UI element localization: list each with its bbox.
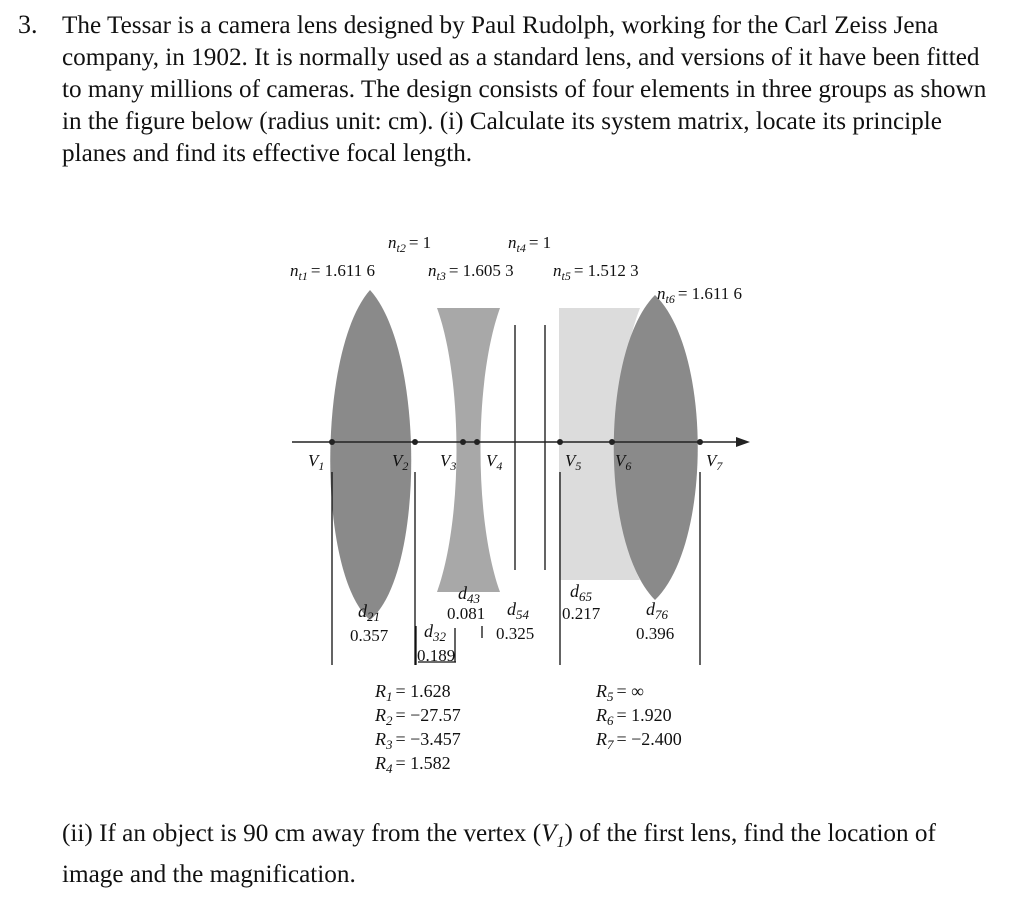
radius-r7: $R_7 = -2.400$ [596,729,682,752]
vertex-dot-7 [697,439,703,445]
part2-prefix: (ii) If an object is 90 cm away from the vertex ( [62,820,542,847]
radius-r6: $R_6 = 1.920$ [596,705,672,728]
vertex-dot-2 [412,439,418,445]
lens-element-2 [437,308,503,592]
d65-value: 0.217 [562,604,601,623]
vertex-dot-6 [609,439,615,445]
question-number: 3. [18,10,38,39]
vertex-dot-4 [474,439,480,445]
refractive-index-labels [290,233,742,306]
d21-symbol: $d_{21}$ [358,601,380,624]
d65-symbol: $d_{65}$ [570,581,592,604]
part2-suffix: ) of the first lens, find the location of image and the magnification. [62,820,936,889]
part2-vertex: $V_1$ [541,820,565,852]
d21-value: 0.357 [350,626,389,645]
vertex-label-5: $V_5$ [565,451,582,473]
n-label-t6: $n_{t6} = 1.611$ 6 [657,284,743,306]
question-part-1: The Tessar is a camera lens designed by Paul Rudolph, working for the Carl Zeiss Jena company, in 1902. It is normally used as a standard lens, and versions of it have been fitted to many millions of cameras. The design consists of four elements in three groups as shown in the figure below (radius unit: cm). (i) Calculate its system matrix, locate its principle planes and find its effective focal length. [62,12,987,167]
radius-r3: $R_3 = -3.457$ [375,729,461,752]
radius-r1: $R_1 = 1.628$ [375,681,451,704]
vertex-label-3: $V_3$ [440,451,457,473]
radius-labels [374,681,682,776]
vertex-label-7: $V_7$ [706,451,723,473]
n-label-t1: $n_{t1} = 1.611$ 6 [290,261,376,283]
n-label-t5: $n_{t5} = 1.512$ 3 [553,261,639,283]
vertex-label-6: $V_6$ [615,451,632,473]
vertex-dot-3 [460,439,466,445]
vertex-dot-5 [557,439,563,445]
vertex-label-2: $V_2$ [392,451,409,473]
radius-r5: $R_5$ = ∞ [596,681,644,704]
vertex-label-1: $V_1$ [308,451,325,473]
n-label-t3: $n_{t3} = 1.605$ 3 [428,261,514,283]
d76-symbol: $d_{76}$ [646,599,668,622]
d76-value: 0.396 [636,624,675,643]
n-label-t2: $n_{t2} = 1$ [388,233,432,255]
d54-value: 0.325 [496,624,535,643]
radius-r2: $R_2 = -27.57$ [375,705,461,728]
d32-value: 0.189 [417,646,456,665]
thickness-labels [350,581,674,665]
radius-r4: $R_4 = 1.582$ [375,753,451,776]
d32-symbol: $d_{32}$ [424,621,446,644]
n-label-t4: $n_{t4} = 1$ [508,233,552,255]
vertex-label-4: $V_4$ [486,451,503,473]
d43-value: 0.081 [447,604,486,623]
d54-symbol: $d_{54}$ [507,599,529,622]
d43-symbol: $d_{43}$ [458,583,480,606]
vertex-dot-1 [329,439,335,445]
